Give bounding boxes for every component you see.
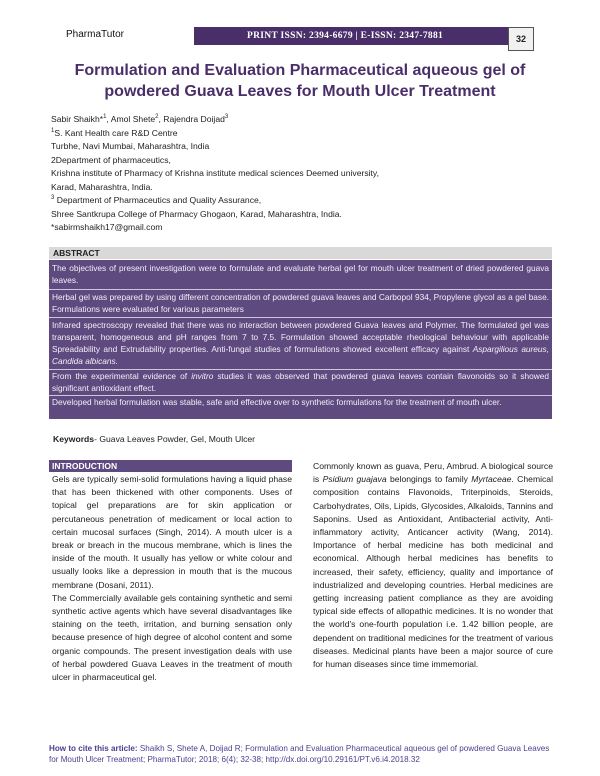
aff1-sup: 1 xyxy=(51,127,55,134)
title-line-1: Formulation and Evaluation Pharmaceutical aqueous gel of xyxy=(74,62,526,79)
intro-paragraph-1: Gels are typically semi-solid formulations having a liquid phase that has been thickened with other components. Uses of topical gel preparations are for skin application or percutaneous penetration of medicament or local action to certain mucosal surfaces (Singh, 2014). A mouth ulcer is a break or breach in the mucous membrane, which is lines the inside of the mouth. It usually has yellow or white colour and usually looks like a depression in mouth that is the mucous membrane (Dosani, 2011). xyxy=(52,474,292,590)
abstract-p4-a: From the experimental evidence of xyxy=(52,371,192,381)
c2-a: Commonly known as guava, Peru, Ambrud. A biological source is xyxy=(313,461,553,485)
abstract-p1: The objectives of present investigation were to formulate and evaluate herbal gel for mouth ulcer treatment of dried powdered guava leaves. xyxy=(52,263,549,285)
aff3-text: Department of Pharmaceutics and Quality Assurance, xyxy=(54,195,262,205)
keywords-text: - Guava Leaves Powder, Gel, Mouth Ulcer xyxy=(94,434,256,444)
author-3-sup: 3 xyxy=(224,114,229,121)
abstract-p4-italic: invitro xyxy=(191,371,214,381)
author-2: , Amol Shete xyxy=(106,114,156,124)
affiliation-2-institute: Krishna institute of Pharmacy of Krishna institute medical sciences Deemed university, xyxy=(51,168,379,178)
abstract-p3-text: Infrared spectroscopy revealed that there was no interaction between powdered Guava leaves and Polymer. The formulated gel was transparent, homogeneous and pH ranges from 7 to 7.5. Formulation showed acceptable rheological behaviour with applicable Spreadability and Extrudability properties. Anti-fungal studies of formulations showed excellent efficacy against xyxy=(52,320,549,354)
c2-b: belongings to family xyxy=(386,474,472,485)
abstract-p5: Developed herbal formulation was stable, safe and effective over to synthetic formulations for the treatment of mouth ulcer. xyxy=(52,397,502,407)
author-1: Sabir Shaikh* xyxy=(51,114,104,124)
author-3: , Rajendra Doijad xyxy=(158,114,225,124)
abstract-p3 xyxy=(52,319,549,367)
title-line-2: powdered Guava Leaves for Mouth Ulcer Treatment xyxy=(104,83,496,100)
issn-text: PRINT ISSN: 2394-6679 | E-ISSN: 2347-7881 xyxy=(247,31,444,41)
author-2-sup: 2 xyxy=(155,114,159,121)
keywords-label: Keywords xyxy=(53,434,95,444)
citation-label: How to cite this article: xyxy=(49,744,138,753)
author-block xyxy=(51,113,471,235)
aff3-sup: 3 xyxy=(51,195,55,202)
column-right xyxy=(313,460,553,671)
c2-c: . Chemical composition contains Flavonoids, Triterpinoids, Steroids, Carbohydrates, Oils, Lipids, Glycosides, Alkaloids, Tannins and Saponins. Used as Antioxidant, Antibacterial activity, Anti-inflammatory activity, Anticancer activity (Wang, 2014). Importance of herbal medicine has both medicinal and economical. Although herbal medicines has benefits to increased, their safety, efficiency, quality and importance of industrialized and developing countries. Herbal medicines are getting increasing patient compliance as they are avoiding typical side effects of allopathic medicines. It is no wonder that the world's one-fourth population i.e. 1.42 billion people, are dependent on traditional medicines for the treatment of various diseases. Medicinal plants have been a major source of cure for human diseases since time immemorial. xyxy=(313,474,553,670)
article-title xyxy=(60,60,540,102)
aff1-text: S. Kant Health care R&D Centre xyxy=(54,127,178,138)
page-number: 32 xyxy=(508,27,534,51)
affiliation-2-address: Karad, Maharashtra, India. xyxy=(51,181,153,192)
affiliation-2: 2Department of pharmaceutics, xyxy=(51,154,171,165)
author-names xyxy=(51,113,471,127)
abstract-divider xyxy=(49,289,552,290)
abstract-divider xyxy=(49,317,552,318)
affiliation-1 xyxy=(51,127,471,141)
keywords-line xyxy=(53,434,255,444)
column-left xyxy=(52,473,292,684)
c2-family: Myrtaceae xyxy=(471,474,512,485)
email-link[interactable]: *sabirmshaikh17@gmail.com xyxy=(51,222,163,232)
abstract-p2: Herbal gel was prepared by using different concentration of powdered guava leaves and Carbopol 934, Propylene glycol as a gel base. Formulations were evaluated for various parameters xyxy=(52,292,549,314)
intro-paragraph-2: The Commercially available gels containing synthetic and semi synthetic active agents which have several disadvantages like staining on the teeth, irritation, and burning sensation only because presence of high degree of alcohol content and some organic compounds. The present investigation deals with use of herbal powdered Guava Leaves in the treatment of mouth ulcer in pharmaceutical gel. xyxy=(52,592,292,683)
citation-text: Shaikh S, Shete A, Doijad R; Formulation and Evaluation Pharmaceutical aqueous gel of powdered Guava Leaves for Mouth Ulcer Treatment; PharmaTutor; 2018; 6(4); 32-38; http://dx.doi.org/10.29161/PT.v6.i4.2018.32 xyxy=(49,744,550,764)
affiliation-3 xyxy=(51,194,471,208)
intro-paragraph-3 xyxy=(313,460,553,671)
affiliation-3-address: Shree Santkrupa College of Pharmacy Ghogaon, Karad, Maharashtra, India. xyxy=(51,208,342,219)
c2-species: Psidium guajava xyxy=(322,474,387,485)
author-1-sup: 1 xyxy=(103,114,107,121)
abstract-p4-b: studies it was observed that powdered guava leaves contain flavonoids so it showed significant antioxidant effect. xyxy=(52,371,549,393)
affiliation-1-address: Turbhe, Navi Mumbai, Maharashtra, India xyxy=(51,141,210,151)
abstract-heading: ABSTRACT xyxy=(49,247,552,259)
citation-note xyxy=(49,743,559,765)
abstract-p4 xyxy=(52,370,549,394)
abstract-p3-species: Aspargilious aureus, Candida albicans. xyxy=(52,344,549,366)
introduction-heading: INTRODUCTION xyxy=(49,460,292,472)
journal-name: PharmaTutor xyxy=(66,29,124,40)
